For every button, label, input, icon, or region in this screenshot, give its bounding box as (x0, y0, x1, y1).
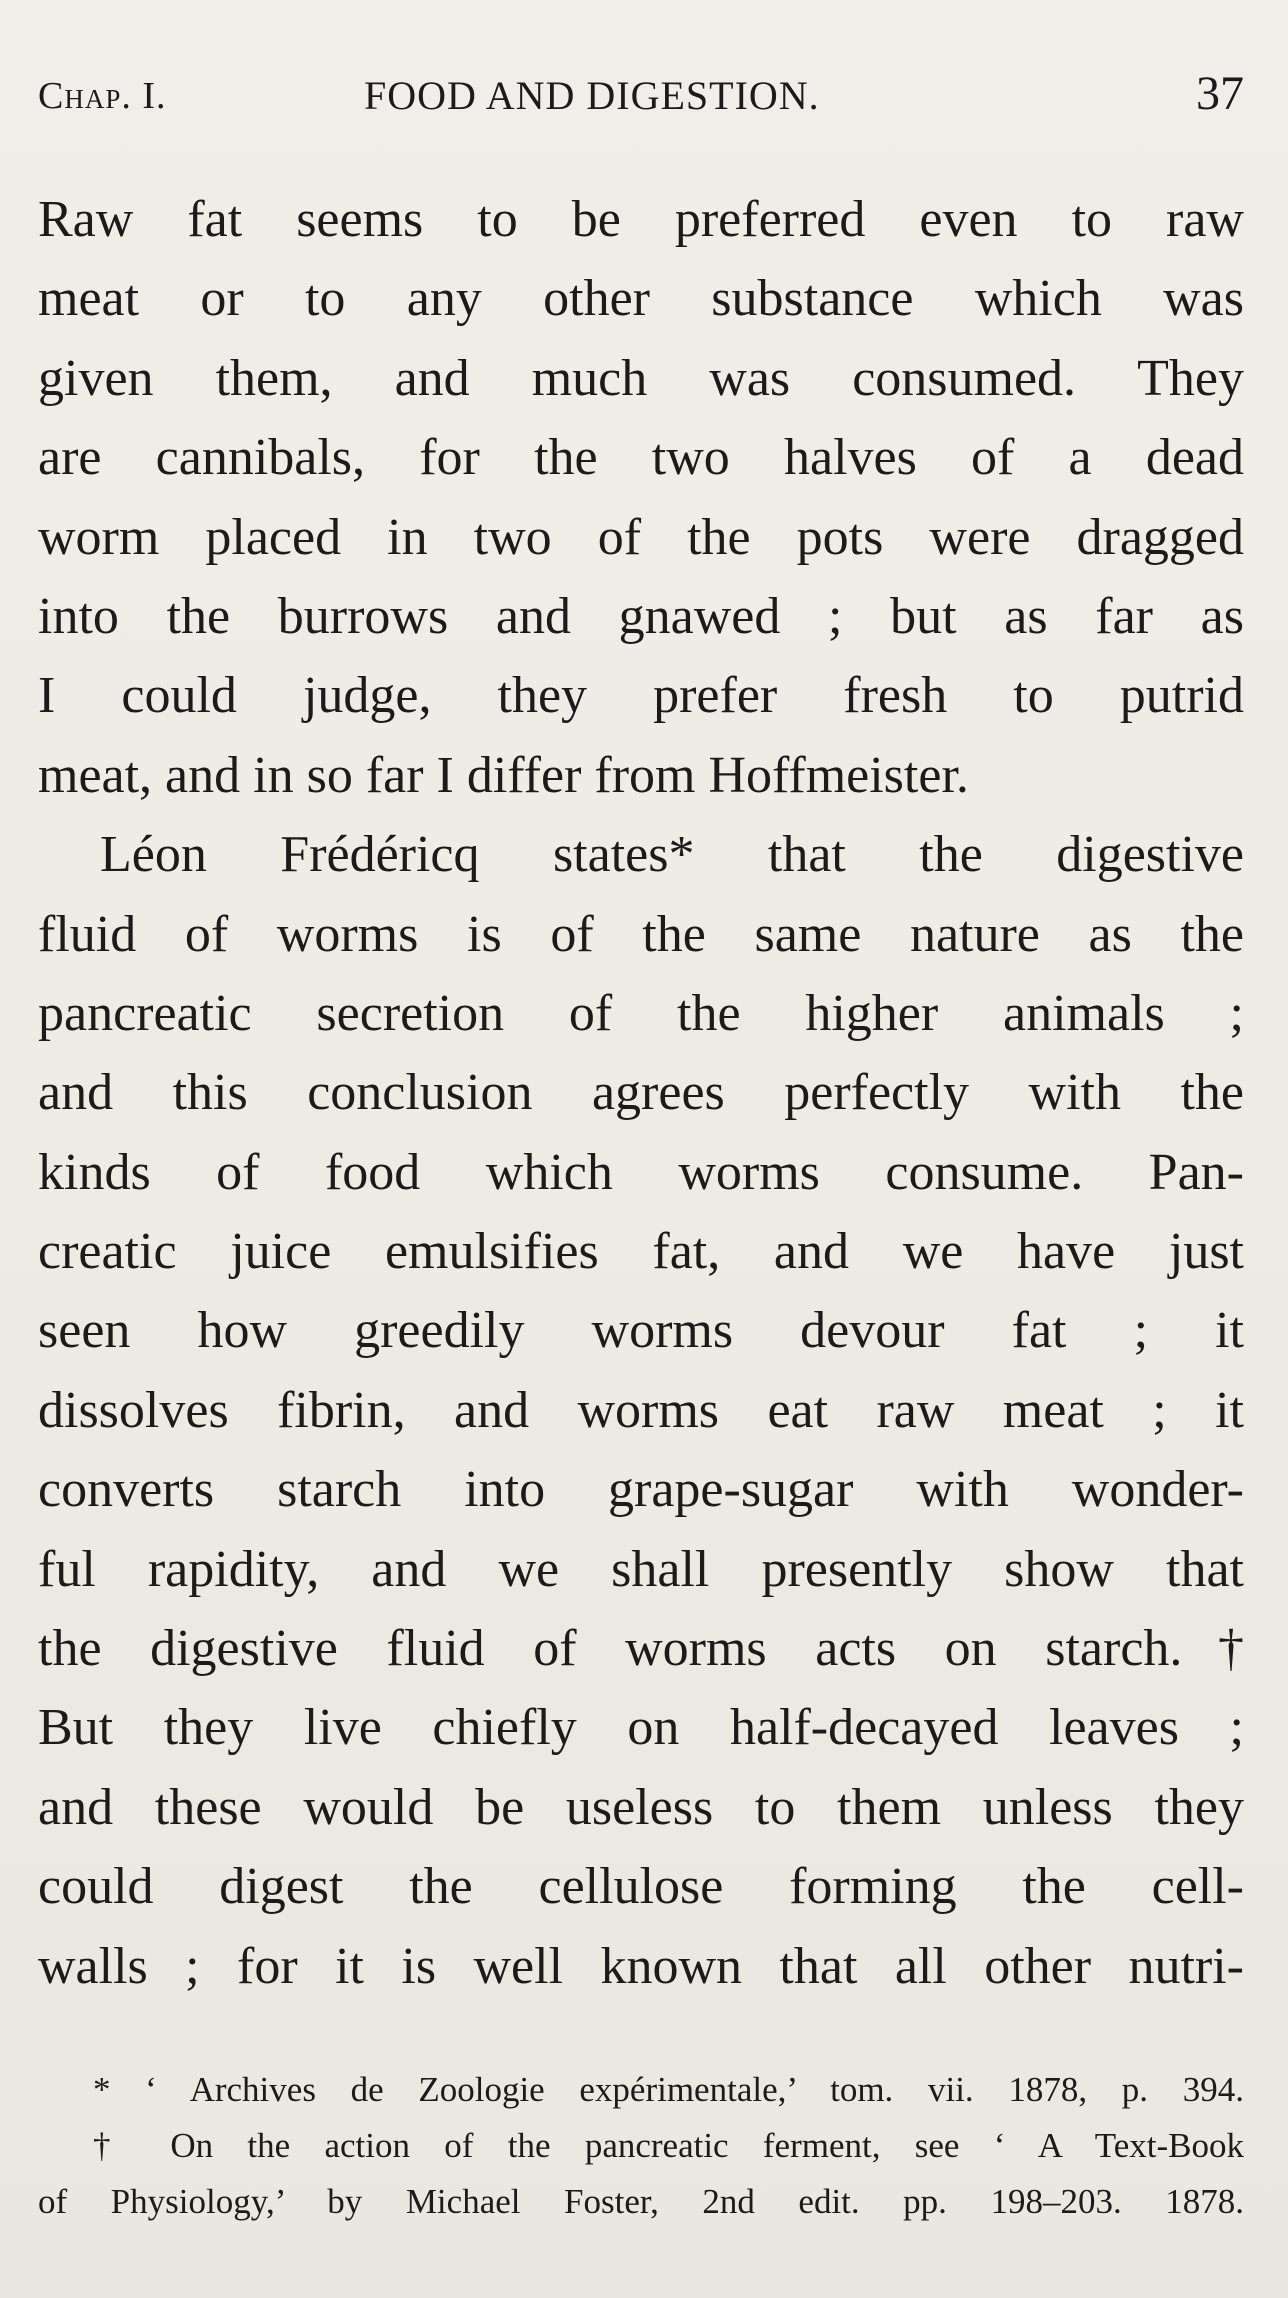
footnote-asterisk: * ‘ Archives de Zoologie expérimentale,’ tom. vii. 1878, p. 394. (93, 2070, 1244, 2109)
body-line: ful rapidity, and we shall presently show that (38, 1540, 1244, 1598)
body-line: fluid of worms is of the same nature as the (38, 905, 1244, 963)
body-line: into the burrows and gnawed ; but as far as (38, 587, 1244, 645)
body-line: given them, and much was consumed. They (38, 349, 1244, 407)
body-line: Raw fat seems to be preferred even to raw (38, 191, 1244, 248)
body-line: could digest the cellulose forming the cell- (38, 1858, 1244, 1916)
body-line: are cannibals, for the two halves of a dead (38, 429, 1244, 487)
footnote-dagger-continued: of Physiology,’ by Michael Foster, 2nd edit. pp. 198–203. 1878. (38, 2182, 1244, 2221)
chapter-title: FOOD AND DIGESTION. (364, 73, 820, 118)
body-line: dissolves fibrin, and worms eat raw meat ; it (38, 1381, 1244, 1439)
body-line: creatic juice emulsifies fat, and we have just (38, 1223, 1244, 1281)
body-line: seen how greedily worms devour fat ; it (38, 1302, 1244, 1360)
paragraph-start-line: Léon Frédéricq states* that the digestive (100, 826, 1244, 884)
body-line: kinds of food which worms consume. Pan- (38, 1143, 1244, 1201)
body-text (38, 180, 1244, 2006)
footnote-dagger: † On the action of the pancreatic ferment, see ‘ A Text-Book (93, 2126, 1244, 2165)
body-line: and this conclusion agrees perfectly with the (38, 1064, 1244, 1122)
running-head (38, 62, 1244, 122)
body-line: meat, and in so far I differ from Hoffmeister. (38, 746, 969, 804)
body-line: walls ; for it is well known that all other nutri- (38, 1937, 1244, 1995)
chapter-label: Chap. I. (38, 75, 167, 117)
body-line: But they live chiefly on half-decayed leaves ; (38, 1699, 1244, 1757)
body-line: meat or to any other substance which was (38, 270, 1244, 328)
page-number: 37 (1196, 67, 1244, 120)
body-line: I could judge, they prefer fresh to putrid (38, 667, 1244, 725)
body-line: pancreatic secretion of the higher animals ; (38, 984, 1244, 1042)
body-line: worm placed in two of the pots were dragged (38, 508, 1244, 566)
body-line: converts starch into grape-sugar with wonder- (38, 1461, 1244, 1519)
body-line: the digestive fluid of worms acts on starch.† (38, 1620, 1244, 1678)
body-line: and these would be useless to them unless they (38, 1778, 1244, 1836)
footnotes (38, 2062, 1244, 2230)
